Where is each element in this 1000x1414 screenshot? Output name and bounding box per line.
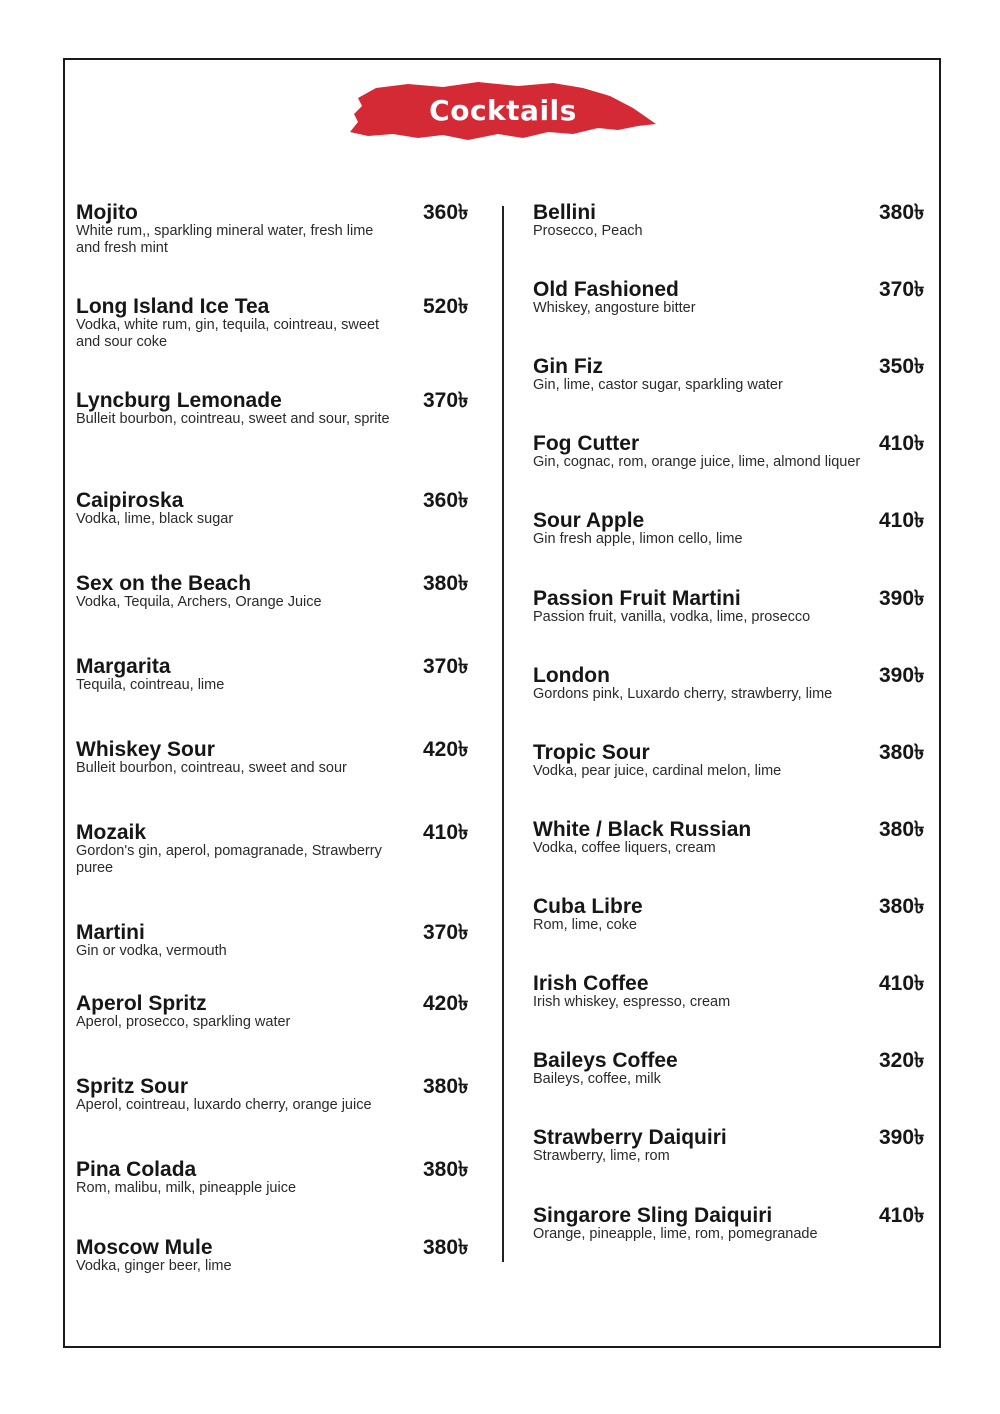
menu-item-description: Vodka, white rum, gin, tequila, cointreau, sweet and sour coke [76, 317, 380, 350]
menu-item-name: Fog Cutter [533, 432, 640, 455]
menu-item-name: Margarita [76, 655, 171, 678]
menu-item-description: Passion fruit, vanilla, vodka, lime, prosecco [533, 609, 811, 625]
menu-item-price: 410৳ [879, 509, 925, 532]
menu-item-price: 420৳ [423, 738, 469, 761]
menu-item-fog-cutter [533, 433, 873, 471]
menu-item-description: Strawberry, lime, rom [533, 1148, 670, 1164]
menu-item-price: 410৳ [879, 1204, 925, 1227]
menu-item-lyncburg-lemonade [76, 390, 396, 428]
menu-item-name: Irish Coffee [533, 972, 649, 995]
menu-item-description: Prosecco, Peach [533, 223, 643, 239]
menu-item-description: Gordon's gin, aperol, pomagranade, Strawberry puree [76, 843, 382, 876]
menu-item-white-black-russian [533, 819, 873, 857]
menu-item-passion-fruit-martini [533, 588, 873, 626]
menu-item-price: 390৳ [879, 664, 925, 687]
menu-item-description: Vodka, pear juice, cardinal melon, lime [533, 763, 782, 779]
menu-item-description: Bulleit bourbon, cointreau, sweet and sour, sprite [76, 411, 390, 427]
menu-item-name: Pina Colada [76, 1158, 197, 1181]
menu-item-price: 320৳ [879, 1049, 925, 1072]
menu-item-spritz-sour [76, 1076, 396, 1114]
menu-item-name: Cuba Libre [533, 895, 643, 918]
menu-item-baileys-coffee [533, 1050, 873, 1088]
menu-item-price: 420৳ [423, 992, 469, 1015]
menu-item-name: Caipiroska [76, 489, 184, 512]
menu-item-description: Rom, lime, coke [533, 917, 637, 933]
menu-item-name: Long Island Ice Tea [76, 295, 270, 318]
page-title: Cocktails [429, 94, 577, 127]
menu-item-pina-colada [76, 1159, 396, 1197]
menu-item-price: 380৳ [423, 1158, 469, 1181]
menu-item-name: Moscow Mule [76, 1236, 213, 1259]
menu-item-price: 380৳ [423, 572, 469, 595]
menu-item-name: Whiskey Sour [76, 738, 215, 761]
menu-item-singarore-sling-daiquiri [533, 1205, 873, 1243]
menu-item-description: White rum,, sparkling mineral water, fresh lime and fresh mint [76, 223, 374, 256]
menu-item-description: Tequila, cointreau, lime [76, 677, 225, 693]
menu-item-price: 390৳ [879, 587, 925, 610]
column-divider [502, 206, 504, 1262]
menu-item-name: Spritz Sour [76, 1075, 189, 1098]
menu-item-sour-apple [533, 510, 873, 548]
title-banner [348, 78, 658, 144]
menu-item-description: Aperol, cointreau, luxardo cherry, orange juice [76, 1097, 372, 1113]
menu-item-price: 410৳ [423, 821, 469, 844]
menu-item-name: Martini [76, 921, 145, 944]
menu-item-price: 360৳ [423, 489, 469, 512]
menu-item-description: Bulleit bourbon, cointreau, sweet and sour [76, 760, 347, 776]
menu-item-bellini [533, 202, 873, 240]
menu-item-description: Gin, cognac, rom, orange juice, lime, almond liquer [533, 454, 861, 470]
menu-item-name: Lyncburg Lemonade [76, 389, 282, 412]
menu-item-name: Old Fashioned [533, 278, 679, 301]
menu-item-price: 360৳ [423, 201, 469, 224]
menu-item-tropic-sour [533, 742, 873, 780]
menu-item-description: Vodka, lime, black sugar [76, 511, 234, 527]
menu-item-price: 410৳ [879, 972, 925, 995]
menu-item-description: Rom, malibu, milk, pineapple juice [76, 1180, 297, 1196]
menu-item-price: 390৳ [879, 1126, 925, 1149]
menu-item-long-island-ice-tea [76, 296, 396, 350]
menu-item-description: Vodka, ginger beer, lime [76, 1258, 232, 1274]
menu-item-name: Mojito [76, 201, 138, 224]
menu-item-name: Passion Fruit Martini [533, 587, 741, 610]
menu-item-name: White / Black Russian [533, 818, 752, 841]
menu-item-description: Gin or vodka, vermouth [76, 943, 227, 959]
menu-item-gin-fiz [533, 356, 873, 394]
menu-item-price: 380৳ [423, 1236, 469, 1259]
menu-item-aperol-spritz [76, 993, 396, 1031]
menu-item-name: Strawberry Daiquiri [533, 1126, 727, 1149]
menu-item-name: Sour Apple [533, 509, 645, 532]
menu-item-sex-on-the-beach [76, 573, 396, 611]
menu-item-price: 380৳ [879, 818, 925, 841]
menu-item-description: Aperol, prosecco, sparkling water [76, 1014, 291, 1030]
menu-item-description: Gin fresh apple, limon cello, lime [533, 531, 743, 547]
menu-item-price: 380৳ [423, 1075, 469, 1098]
menu-item-price: 380৳ [879, 201, 925, 224]
menu-item-london [533, 665, 873, 703]
menu-item-name: Gin Fiz [533, 355, 603, 378]
menu-item-description: Baileys, coffee, milk [533, 1071, 661, 1087]
menu-item-price: 380৳ [879, 895, 925, 918]
menu-item-name: Bellini [533, 201, 597, 224]
menu-item-description: Gin, lime, castor sugar, sparkling water [533, 377, 783, 393]
menu-item-irish-coffee [533, 973, 873, 1011]
menu-item-description: Irish whiskey, espresso, cream [533, 994, 731, 1010]
menu-item-price: 350৳ [879, 355, 925, 378]
menu-item-name: Baileys Coffee [533, 1049, 678, 1072]
menu-item-whiskey-sour [76, 739, 396, 777]
menu-item-name: Tropic Sour [533, 741, 650, 764]
menu-item-old-fashioned [533, 279, 873, 317]
menu-item-description: Vodka, Tequila, Archers, Orange Juice [76, 594, 322, 610]
menu-item-name: Mozaik [76, 821, 147, 844]
menu-item-description: Orange, pineapple, lime, rom, pomegranade [533, 1226, 818, 1242]
menu-item-moscow-mule [76, 1237, 396, 1275]
menu-item-name: Sex on the Beach [76, 572, 252, 595]
menu-item-mozaik [76, 822, 396, 876]
menu-item-martini [76, 922, 396, 960]
menu-item-cuba-libre [533, 896, 873, 934]
menu-item-price: 410৳ [879, 432, 925, 455]
menu-item-name: Singarore Sling Daiquiri [533, 1204, 773, 1227]
menu-item-price: 370৳ [879, 278, 925, 301]
menu-item-price: 370৳ [423, 921, 469, 944]
menu-item-name: Aperol Spritz [76, 992, 207, 1015]
menu-item-price: 380৳ [879, 741, 925, 764]
menu-item-margarita [76, 656, 396, 694]
menu-item-mojito [76, 202, 396, 256]
menu-item-caipiroska [76, 490, 396, 528]
menu-item-strawberry-daiquiri [533, 1127, 873, 1165]
menu-item-price: 370৳ [423, 655, 469, 678]
menu-item-description: Whiskey, angosture bitter [533, 300, 696, 316]
menu-item-description: Gordons pink, Luxardo cherry, strawberry, lime [533, 686, 833, 702]
menu-item-name: London [533, 664, 610, 687]
menu-item-price: 370৳ [423, 389, 469, 412]
menu-item-description: Vodka, coffee liquers, cream [533, 840, 716, 856]
menu-item-price: 520৳ [423, 295, 469, 318]
